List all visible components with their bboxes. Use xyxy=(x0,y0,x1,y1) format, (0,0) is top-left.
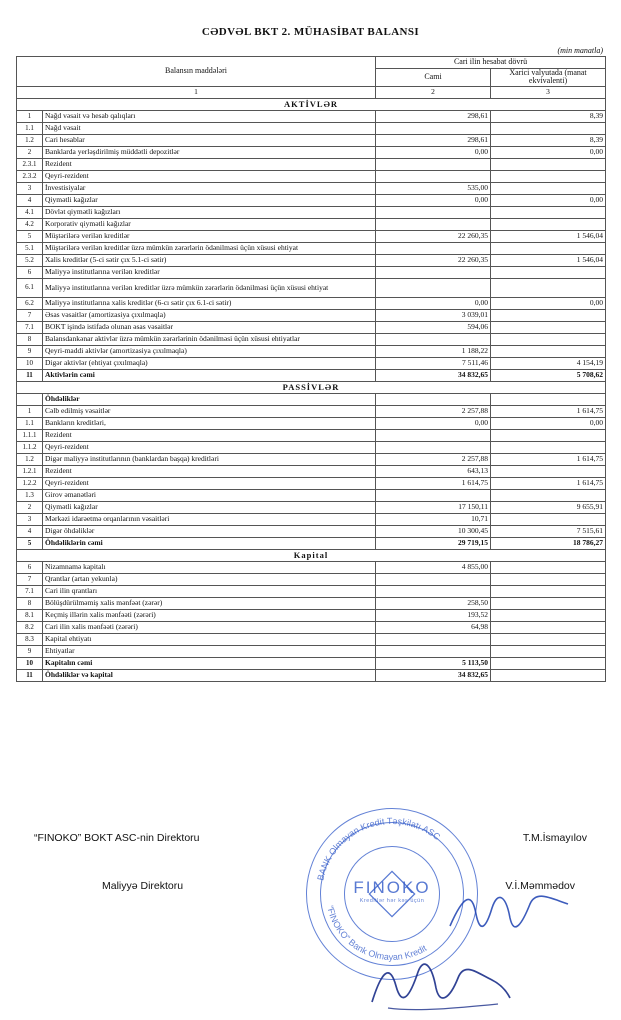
row-number: 5.1 xyxy=(17,242,43,254)
svg-text:“FINOKO” Bank Olmayan Kredi: “FINOKO” Bank Olmayan Kredit xyxy=(325,904,429,962)
row-value-total xyxy=(376,170,491,182)
row-label: Mərkəzi idarəetmə orqanlarının vəsaitləri xyxy=(43,513,376,525)
row-value-total: 3 039,01 xyxy=(376,309,491,321)
row-label: Korporativ qiymətli kağızlar xyxy=(43,218,376,230)
row-value-total: 7 511,46 xyxy=(376,357,491,369)
table-row xyxy=(17,182,606,194)
row-number: 9 xyxy=(17,345,43,357)
row-value-total: 1 188,22 xyxy=(376,345,491,357)
row-label: Keçmiş illərin xalis mənfəəti (zərəri) xyxy=(43,609,376,621)
finance-director-name: V.İ.Məmmədov xyxy=(505,879,575,892)
table-row xyxy=(17,122,606,134)
row-number: 6.1 xyxy=(17,278,43,297)
row-number: 1.2.1 xyxy=(17,465,43,477)
table-row xyxy=(17,297,606,309)
row-value-foreign xyxy=(491,345,606,357)
row-number: 7.1 xyxy=(17,321,43,333)
table-row xyxy=(17,669,606,681)
row-label: Rezident xyxy=(43,465,376,477)
table-row xyxy=(17,585,606,597)
svg-text:BANK Olmayan Kredit Təşkila: BANK Olmayan Kredit Təşkilatı ASC xyxy=(315,815,443,882)
row-number: 1.2 xyxy=(17,134,43,146)
table-row xyxy=(17,230,606,242)
row-label: Qeyri-rezident xyxy=(43,170,376,182)
row-number: 7 xyxy=(17,573,43,585)
row-value-total xyxy=(376,573,491,585)
row-label: Aktivlərin cəmi xyxy=(43,369,376,381)
row-label: Cari ilin xalis mənfəəti (zərəri) xyxy=(43,621,376,633)
row-value-foreign xyxy=(491,429,606,441)
row-value-foreign xyxy=(491,597,606,609)
row-number: 1.1 xyxy=(17,417,43,429)
row-value-total xyxy=(376,333,491,345)
row-value-total xyxy=(376,393,491,405)
row-value-foreign: 0,00 xyxy=(491,297,606,309)
row-number: 5.2 xyxy=(17,254,43,266)
row-label: Müştərilərə verilən kreditlər xyxy=(43,230,376,242)
row-value-foreign: 1 614,75 xyxy=(491,453,606,465)
director-name: T.M.İsmayılov xyxy=(522,831,587,844)
row-value-total: 4 855,00 xyxy=(376,561,491,573)
table-row xyxy=(17,633,606,645)
row-label: Dövlət qiymətli kağızları xyxy=(43,206,376,218)
director-title: “FINOKO” BOKT ASC-nin Direktoru xyxy=(34,831,200,844)
table-row xyxy=(17,657,606,669)
row-value-foreign xyxy=(491,170,606,182)
table-row xyxy=(17,417,606,429)
signature-row-director xyxy=(16,832,605,844)
row-value-foreign: 7 515,61 xyxy=(491,525,606,537)
row-number: 7.1 xyxy=(17,585,43,597)
row-number: 8 xyxy=(17,597,43,609)
row-value-foreign: 0,00 xyxy=(491,146,606,158)
header-xarici: Xarici valyutada (manat ekvivalenti) xyxy=(491,69,606,87)
balance-table xyxy=(16,56,606,682)
row-value-total xyxy=(376,242,491,254)
row-value-total: 0,00 xyxy=(376,194,491,206)
row-number: 1.2 xyxy=(17,453,43,465)
row-number: 4.2 xyxy=(17,218,43,230)
row-value-foreign: 0,00 xyxy=(491,417,606,429)
row-number: 8.2 xyxy=(17,621,43,633)
row-label: Qeyri-rezident xyxy=(43,477,376,489)
row-number: 2.3.1 xyxy=(17,158,43,170)
section-header-row xyxy=(17,381,606,393)
row-value-total: 29 719,15 xyxy=(376,537,491,549)
row-value-total xyxy=(376,206,491,218)
row-label: Qiymətli kağızlar xyxy=(43,194,376,206)
table-row xyxy=(17,609,606,621)
table-row xyxy=(17,266,606,278)
row-number: 5 xyxy=(17,537,43,549)
row-number: 10 xyxy=(17,657,43,669)
row-value-total: 2 257,88 xyxy=(376,405,491,417)
table-row xyxy=(17,158,606,170)
row-value-foreign xyxy=(491,266,606,278)
table-row xyxy=(17,513,606,525)
row-value-total: 0,00 xyxy=(376,146,491,158)
row-value-total: 10,71 xyxy=(376,513,491,525)
row-value-foreign: 1 614,75 xyxy=(491,477,606,489)
row-label: Xalis kreditlər (5-ci sətir çıx 5.1-ci sətir) xyxy=(43,254,376,266)
row-value-foreign xyxy=(491,465,606,477)
row-number: 3 xyxy=(17,182,43,194)
table-row xyxy=(17,309,606,321)
row-label: Kapital ehtiyatı xyxy=(43,633,376,645)
row-value-total: 34 832,65 xyxy=(376,369,491,381)
row-number: 4.1 xyxy=(17,206,43,218)
table-row xyxy=(17,645,606,657)
row-value-total: 34 832,65 xyxy=(376,669,491,681)
header-period: Cari ilin hesabat dövrü xyxy=(376,57,606,69)
row-label: Rezident xyxy=(43,158,376,170)
row-value-foreign: 18 786,27 xyxy=(491,537,606,549)
table-row xyxy=(17,278,606,297)
table-row xyxy=(17,405,606,417)
table-row xyxy=(17,441,606,453)
row-label: Digər maliyyə institutlarının (banklardan başqa) kreditləri xyxy=(43,453,376,465)
row-value-foreign xyxy=(491,585,606,597)
table-row xyxy=(17,453,606,465)
table-row xyxy=(17,110,606,122)
row-value-total: 5 113,50 xyxy=(376,657,491,669)
row-value-total xyxy=(376,441,491,453)
row-number: 11 xyxy=(17,669,43,681)
row-value-total xyxy=(376,278,491,297)
row-number: 4 xyxy=(17,194,43,206)
row-value-total: 22 260,35 xyxy=(376,254,491,266)
row-value-total: 64,98 xyxy=(376,621,491,633)
signature-mark-finance-director xyxy=(366,950,516,1020)
table-row xyxy=(17,242,606,254)
row-label: Nağd vəsait xyxy=(43,122,376,134)
row-value-foreign xyxy=(491,182,606,194)
row-number xyxy=(17,393,43,405)
row-label: Cəlb edilmiş vəsaitlər xyxy=(43,405,376,417)
row-value-foreign: 1 546,04 xyxy=(491,230,606,242)
row-number: 6 xyxy=(17,561,43,573)
table-row xyxy=(17,465,606,477)
row-value-total: 298,61 xyxy=(376,134,491,146)
row-number: 2 xyxy=(17,501,43,513)
row-value-foreign xyxy=(491,669,606,681)
section-title: Kapital xyxy=(17,549,606,561)
row-value-foreign: 4 154,19 xyxy=(491,357,606,369)
table-row xyxy=(17,321,606,333)
table-row xyxy=(17,218,606,230)
row-value-foreign xyxy=(491,321,606,333)
row-label: İnvestisiyalar xyxy=(43,182,376,194)
unit-note: (min manatla) xyxy=(557,46,603,55)
row-value-total: 258,50 xyxy=(376,597,491,609)
row-value-foreign xyxy=(491,309,606,321)
table-header xyxy=(17,57,606,99)
row-number: 4 xyxy=(17,525,43,537)
row-label: Digər aktivlər (ehtiyat çıxılmaqla) xyxy=(43,357,376,369)
row-number: 7 xyxy=(17,309,43,321)
table-row xyxy=(17,254,606,266)
row-value-total: 2 257,88 xyxy=(376,453,491,465)
signature-row-finance-director xyxy=(16,880,605,892)
row-number: 9 xyxy=(17,645,43,657)
table-row xyxy=(17,621,606,633)
row-value-total: 0,00 xyxy=(376,297,491,309)
row-value-foreign: 1 546,04 xyxy=(491,254,606,266)
row-value-total: 0,00 xyxy=(376,417,491,429)
row-value-total xyxy=(376,585,491,597)
row-label: Bankların kreditləri, xyxy=(43,417,376,429)
table-row xyxy=(17,429,606,441)
table-row xyxy=(17,525,606,537)
row-number: 6 xyxy=(17,266,43,278)
row-label: Girov əmanətləri xyxy=(43,489,376,501)
table-row xyxy=(17,477,606,489)
row-label: Qrantlar (artan yekunla) xyxy=(43,573,376,585)
row-label: Rezident xyxy=(43,429,376,441)
row-value-foreign xyxy=(491,489,606,501)
row-number: 8.3 xyxy=(17,633,43,645)
row-value-total xyxy=(376,218,491,230)
row-value-total xyxy=(376,429,491,441)
row-value-total xyxy=(376,645,491,657)
row-label: Qeyri-maddi aktivlər (amortizasiya çıxılmaqla) xyxy=(43,345,376,357)
row-value-foreign: 8,39 xyxy=(491,134,606,146)
table-row xyxy=(17,393,606,405)
row-value-total: 22 260,35 xyxy=(376,230,491,242)
table-row xyxy=(17,597,606,609)
row-value-total: 535,00 xyxy=(376,182,491,194)
row-label: Kapitalın cəmi xyxy=(43,657,376,669)
row-value-foreign xyxy=(491,242,606,254)
stamp-subbrand: Kreditlər hər kəs üçün xyxy=(359,897,425,904)
row-value-total: 10 300,45 xyxy=(376,525,491,537)
row-label: Bölüşdürülməmiş xalis mənfəət (zərər) xyxy=(43,597,376,609)
row-value-total xyxy=(376,122,491,134)
row-value-total: 1 614,75 xyxy=(376,477,491,489)
table-body xyxy=(17,98,606,681)
row-number: 1.1.2 xyxy=(17,441,43,453)
row-value-total xyxy=(376,489,491,501)
row-value-total: 298,61 xyxy=(376,110,491,122)
row-number: 8.1 xyxy=(17,609,43,621)
row-number: 1 xyxy=(17,405,43,417)
header-num-3: 3 xyxy=(491,86,606,98)
row-label: Digər öhdəliklər xyxy=(43,525,376,537)
row-value-foreign: 1 614,75 xyxy=(491,405,606,417)
row-value-foreign xyxy=(491,333,606,345)
section-title: AKTİVLƏR xyxy=(17,98,606,110)
row-label: Öhdəliklər xyxy=(43,393,376,405)
row-value-foreign xyxy=(491,561,606,573)
row-label: BOKT işində istifadə olunan əsas vəsaitlər xyxy=(43,321,376,333)
table-row xyxy=(17,345,606,357)
row-label: Cari ilin qrantları xyxy=(43,585,376,597)
row-number: 1.3 xyxy=(17,489,43,501)
table-row xyxy=(17,134,606,146)
row-label: Maliyyə institutlarına verilən kreditlər üzrə mümkün zərərlərin ödənilməsi üçün xüsusi ehtiyat xyxy=(43,278,376,297)
row-number: 6.2 xyxy=(17,297,43,309)
table-row xyxy=(17,206,606,218)
header-num-1: 1 xyxy=(17,86,376,98)
row-label: Balansdankənar aktivlər üzrə mümkün zərərlərinin ödənilməsi üçün xüsusi ehtiyatlar xyxy=(43,333,376,345)
row-value-total: 17 150,11 xyxy=(376,501,491,513)
row-number: 1.1 xyxy=(17,122,43,134)
row-value-total xyxy=(376,158,491,170)
row-label: Qiymətli kağızlar xyxy=(43,501,376,513)
signature-mark-director xyxy=(446,884,576,944)
table-row xyxy=(17,170,606,182)
row-value-total: 193,52 xyxy=(376,609,491,621)
table-row xyxy=(17,146,606,158)
row-label: Nizamnamə kapitalı xyxy=(43,561,376,573)
table-row xyxy=(17,537,606,549)
row-value-foreign xyxy=(491,441,606,453)
row-value-foreign: 8,39 xyxy=(491,110,606,122)
row-value-foreign: 0,00 xyxy=(491,194,606,206)
row-label: Banklarda yerləşdirilmiş müddətli depozitlər xyxy=(43,146,376,158)
row-number: 3 xyxy=(17,513,43,525)
row-value-foreign xyxy=(491,393,606,405)
row-value-foreign xyxy=(491,573,606,585)
row-value-foreign xyxy=(491,633,606,645)
row-value-foreign xyxy=(491,657,606,669)
row-number: 11 xyxy=(17,369,43,381)
table-row xyxy=(17,573,606,585)
row-label: Maliyyə institutlarına xalis kreditlər (6-cı sətir çıx 6.1-ci sətir) xyxy=(43,297,376,309)
row-label: Qeyri-rezident xyxy=(43,441,376,453)
row-value-total xyxy=(376,266,491,278)
page-title: CƏDVƏL BKT 2. MÜHASİBAT BALANSI xyxy=(201,26,420,38)
stamp-brand: FINOKO xyxy=(353,877,431,897)
signature-area xyxy=(16,815,605,972)
row-label: Nağd vəsait və hesab qalıqları xyxy=(43,110,376,122)
row-label: Maliyyə institutlarına verilən kreditlər xyxy=(43,266,376,278)
row-value-total xyxy=(376,633,491,645)
header-balance-items: Balansın maddələri xyxy=(17,57,376,87)
table-row xyxy=(17,194,606,206)
row-value-foreign xyxy=(491,158,606,170)
table-row xyxy=(17,489,606,501)
row-value-foreign xyxy=(491,278,606,297)
table-row xyxy=(17,369,606,381)
row-label: Cari hesablar xyxy=(43,134,376,146)
row-value-foreign xyxy=(491,621,606,633)
row-value-foreign xyxy=(491,513,606,525)
row-number: 1.2.2 xyxy=(17,477,43,489)
row-number: 8 xyxy=(17,333,43,345)
row-number: 2 xyxy=(17,146,43,158)
row-number: 5 xyxy=(17,230,43,242)
table-row xyxy=(17,333,606,345)
section-header-row xyxy=(17,98,606,110)
row-value-total: 643,13 xyxy=(376,465,491,477)
row-number: 2.3.2 xyxy=(17,170,43,182)
table-row xyxy=(17,561,606,573)
row-value-foreign xyxy=(491,645,606,657)
row-value-foreign xyxy=(491,218,606,230)
row-number: 10 xyxy=(17,357,43,369)
row-value-foreign xyxy=(491,206,606,218)
row-label: Öhdəliklər və kapital xyxy=(43,669,376,681)
section-title: PASSİVLƏR xyxy=(17,381,606,393)
section-header-row xyxy=(17,549,606,561)
row-value-foreign: 9 655,91 xyxy=(491,501,606,513)
table-row xyxy=(17,357,606,369)
document-page xyxy=(0,26,621,1000)
row-label: Əsas vəsaitlər (amortizasiya çıxılmaqla) xyxy=(43,309,376,321)
header-cami: Cami xyxy=(376,69,491,87)
row-label: Müştərilərə verilən kreditlər üzrə mümkün zərərlərin ödənilməsi üçün xüsusi ehtiyat xyxy=(43,242,376,254)
header-num-2: 2 xyxy=(376,86,491,98)
row-number: 1 xyxy=(17,110,43,122)
row-value-foreign xyxy=(491,609,606,621)
company-stamp-icon xyxy=(298,800,486,988)
row-number: 1.1.1 xyxy=(17,429,43,441)
row-value-total: 594,06 xyxy=(376,321,491,333)
row-label: Öhdəliklərin cəmi xyxy=(43,537,376,549)
row-value-foreign: 5 708,62 xyxy=(491,369,606,381)
row-label: Ehtiyatlar xyxy=(43,645,376,657)
table-row xyxy=(17,501,606,513)
finance-director-title: Maliyyə Direktoru xyxy=(102,879,184,892)
row-value-foreign xyxy=(491,122,606,134)
